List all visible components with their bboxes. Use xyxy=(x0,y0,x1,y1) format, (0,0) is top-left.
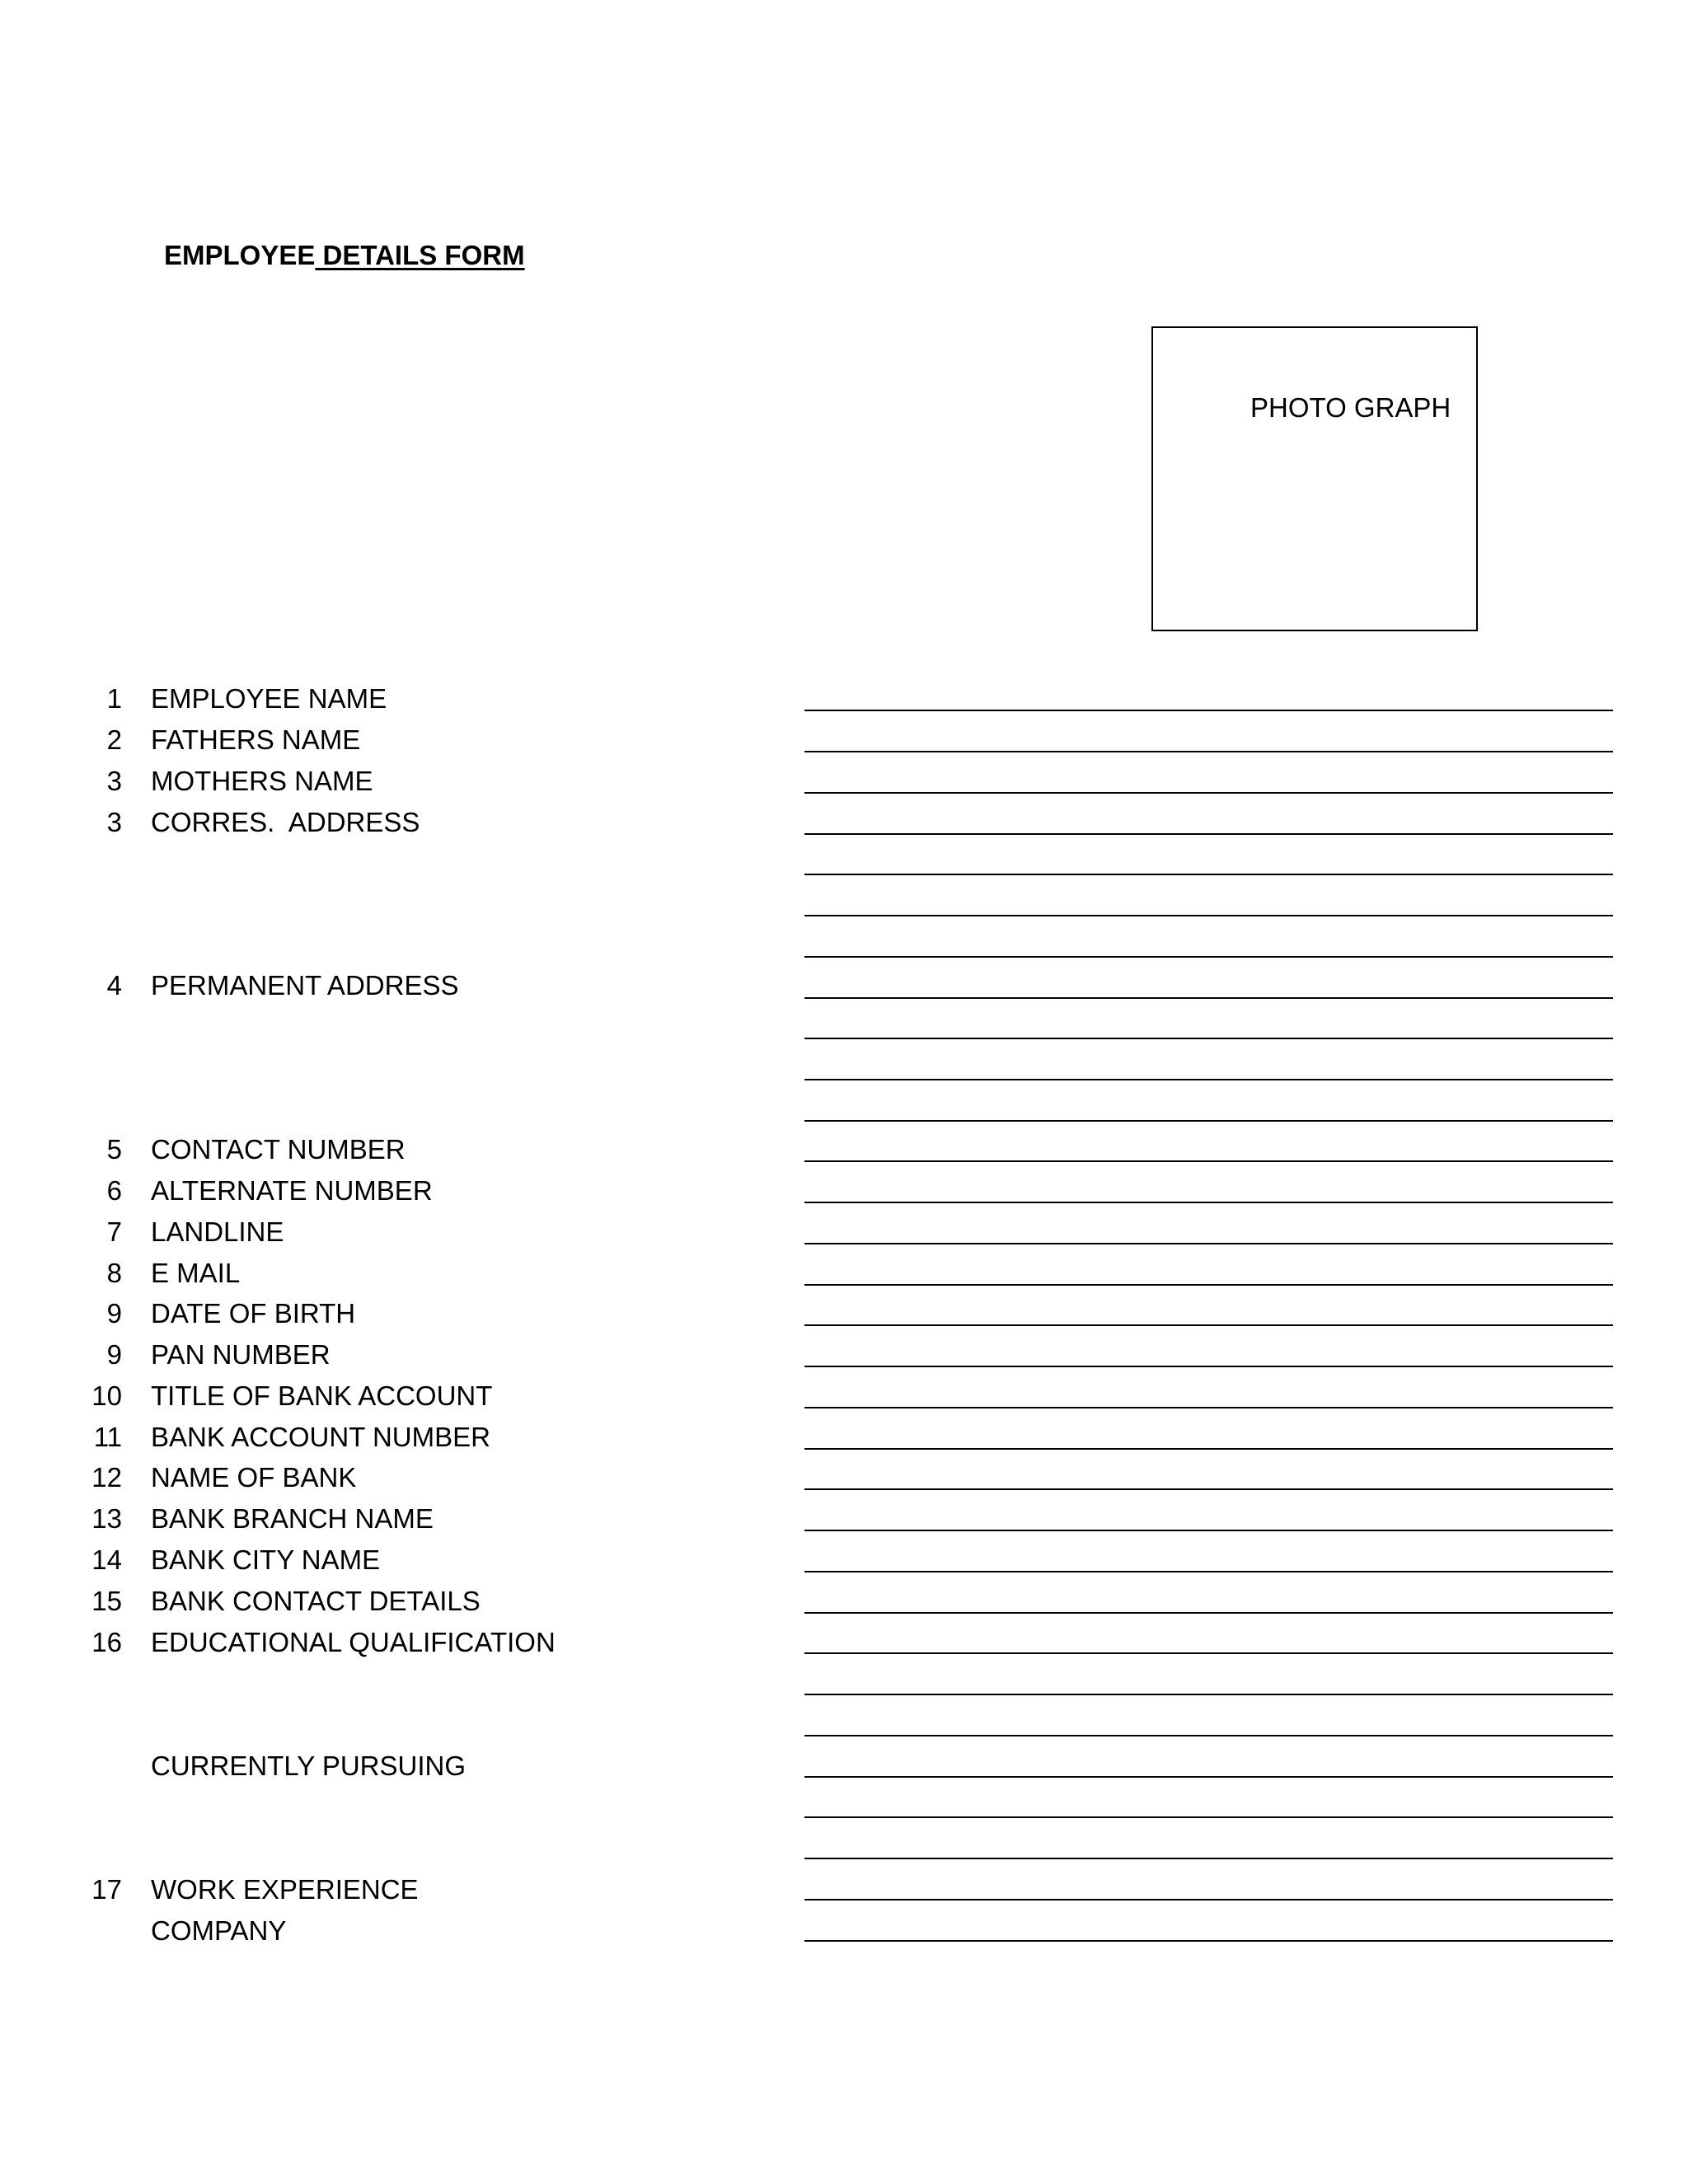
entry-line[interactable] xyxy=(804,1530,1613,1531)
field-number: 12 xyxy=(91,1462,122,1493)
field-educational-qualification xyxy=(0,1622,1688,1663)
field-number: 13 xyxy=(91,1503,122,1534)
field-label: BANK CITY NAME xyxy=(151,1544,381,1575)
field-label: BANK BRANCH NAME xyxy=(151,1503,434,1534)
field-number: 8 xyxy=(106,1258,122,1288)
field-number: 9 xyxy=(106,1339,122,1370)
field-bank-branch-name xyxy=(0,1498,1688,1540)
field-landline xyxy=(0,1212,1688,1253)
field-number: 16 xyxy=(91,1627,122,1657)
entry-line[interactable] xyxy=(804,792,1613,794)
field-number: 3 xyxy=(106,807,122,837)
field-number: 1 xyxy=(106,683,122,714)
field-label: NAME OF BANK xyxy=(151,1462,357,1493)
field-label: BANK ACCOUNT NUMBER xyxy=(151,1422,490,1452)
entry-line[interactable] xyxy=(804,1284,1613,1286)
field-employee-name xyxy=(0,678,1688,719)
field-label: DATE OF BIRTH xyxy=(151,1298,356,1329)
entry-line[interactable] xyxy=(804,1160,1613,1162)
field-label: COMPANY xyxy=(151,1915,287,1946)
entry-line[interactable] xyxy=(804,710,1613,711)
field-label: WORK EXPERIENCE xyxy=(151,1874,419,1905)
field-mothers-name xyxy=(0,761,1688,802)
entry-line[interactable] xyxy=(804,1899,1613,1900)
entry-line[interactable] xyxy=(804,1038,1613,1039)
field-number: 11 xyxy=(93,1422,122,1452)
field-label: MOTHERS NAME xyxy=(151,766,373,796)
field-bank-city-name xyxy=(0,1540,1688,1581)
entry-line[interactable] xyxy=(804,1571,1613,1572)
entry-line[interactable] xyxy=(804,1940,1613,1942)
entry-line[interactable] xyxy=(804,1448,1613,1450)
field-bank-contact-details xyxy=(0,1581,1688,1622)
photo-box[interactable] xyxy=(1151,326,1478,631)
field-number: 15 xyxy=(91,1586,122,1616)
field-email xyxy=(0,1253,1688,1294)
field-number: 4 xyxy=(106,970,122,1001)
entry-line[interactable] xyxy=(804,1694,1613,1695)
field-number: 2 xyxy=(106,724,122,755)
field-label: EMPLOYEE NAME xyxy=(151,683,387,714)
field-number: 17 xyxy=(91,1874,122,1905)
entry-line[interactable] xyxy=(804,1324,1613,1326)
field-number: 6 xyxy=(106,1175,122,1206)
entry-line[interactable] xyxy=(804,1120,1613,1122)
field-label: CONTACT NUMBER xyxy=(151,1134,406,1165)
entry-line[interactable] xyxy=(804,1776,1613,1778)
field-alternate-number xyxy=(0,1170,1688,1212)
field-name-of-bank xyxy=(0,1457,1688,1498)
entry-line[interactable] xyxy=(804,997,1613,999)
field-contact-number xyxy=(0,1129,1688,1170)
field-label: LANDLINE xyxy=(151,1216,284,1247)
field-number: 10 xyxy=(91,1380,122,1411)
field-number: 5 xyxy=(106,1134,122,1165)
title-part-details-form: DETAILS FORM xyxy=(315,240,525,270)
entry-line[interactable] xyxy=(804,915,1613,916)
field-bank-account-number xyxy=(0,1417,1688,1458)
field-label: FATHERS NAME xyxy=(151,724,361,755)
field-fathers-name xyxy=(0,719,1688,761)
field-number: 9 xyxy=(106,1298,122,1329)
field-label: TITLE OF BANK ACCOUNT xyxy=(151,1380,493,1411)
entry-line[interactable] xyxy=(804,751,1613,752)
field-number: 14 xyxy=(91,1544,122,1575)
field-pan-number xyxy=(0,1334,1688,1376)
photo-label: PHOTO GRAPH xyxy=(1250,392,1451,423)
entry-line[interactable] xyxy=(804,1612,1613,1614)
title-part-employee: EMPLOYEE xyxy=(164,240,316,270)
entry-line[interactable] xyxy=(804,1652,1613,1654)
entry-line[interactable] xyxy=(804,1858,1613,1859)
entry-line[interactable] xyxy=(804,1243,1613,1244)
page-title xyxy=(164,239,525,272)
entry-line[interactable] xyxy=(804,1407,1613,1408)
field-label: CORRES. ADDRESS xyxy=(151,807,420,837)
field-title-of-bank-account xyxy=(0,1376,1688,1417)
field-label: BANK CONTACT DETAILS xyxy=(151,1586,481,1616)
field-number: 7 xyxy=(106,1216,122,1247)
entry-line[interactable] xyxy=(804,1488,1613,1490)
entry-line[interactable] xyxy=(804,874,1613,875)
field-currently-pursuing xyxy=(0,1746,1688,1787)
field-number: 3 xyxy=(106,766,122,796)
entry-line[interactable] xyxy=(804,833,1613,835)
field-label: EDUCATIONAL QUALIFICATION xyxy=(151,1627,556,1657)
field-label: CURRENTLY PURSUING xyxy=(151,1750,466,1781)
field-company xyxy=(0,1910,1688,1952)
field-label: E MAIL xyxy=(151,1258,241,1288)
field-label: PAN NUMBER xyxy=(151,1339,331,1370)
field-date-of-birth xyxy=(0,1293,1688,1334)
entry-line[interactable] xyxy=(804,1816,1613,1818)
field-corres-address xyxy=(0,802,1688,843)
entry-line[interactable] xyxy=(804,956,1613,958)
field-permanent-address xyxy=(0,965,1688,1006)
entry-line[interactable] xyxy=(804,1366,1613,1367)
entry-line[interactable] xyxy=(804,1735,1613,1736)
field-label: PERMANENT ADDRESS xyxy=(151,970,459,1001)
field-work-experience xyxy=(0,1869,1688,1910)
entry-line[interactable] xyxy=(804,1202,1613,1203)
field-label: ALTERNATE NUMBER xyxy=(151,1175,433,1206)
entry-line[interactable] xyxy=(804,1079,1613,1080)
